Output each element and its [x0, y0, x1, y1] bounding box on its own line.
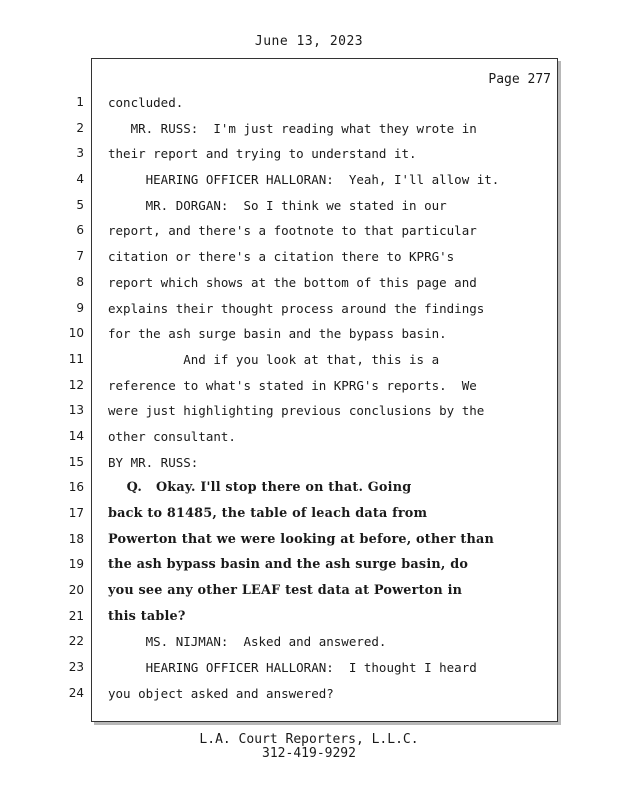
transcript-line: MR. DORGAN: So I think we stated in our: [108, 197, 447, 213]
transcript-line: HEARING OFFICER HALLORAN: Yeah, I'll allow it.: [108, 172, 500, 188]
transcript-line: report which shows at the bottom of this page and: [108, 274, 477, 290]
line-number: 19: [68, 557, 84, 572]
line-number: 14: [68, 428, 84, 443]
transcript-line: explains their thought process around the findings: [108, 300, 485, 316]
transcript-line: you object asked and answered?: [108, 685, 334, 701]
transcript-line: Powerton that we were looking at before, other than: [108, 531, 494, 547]
line-number: 7: [76, 249, 84, 264]
line-number: 11: [68, 351, 84, 366]
line-number: 18: [68, 531, 84, 546]
line-number: 10: [68, 326, 84, 341]
transcript-line: for the ash surge basin and the bypass basin.: [108, 326, 447, 342]
page-number: Page 277: [488, 72, 551, 87]
line-number: 20: [68, 583, 84, 598]
transcript-line: MS. NIJMAN: Asked and answered.: [108, 634, 387, 650]
transcript-line: And if you look at that, this is a: [108, 351, 440, 367]
line-number: 4: [76, 172, 84, 187]
transcript-line: other consultant.: [108, 428, 236, 444]
line-number: 16: [68, 480, 84, 495]
line-number: 5: [76, 197, 84, 212]
line-number: 17: [68, 506, 84, 520]
transcript-line: concluded.: [108, 95, 184, 110]
line-number: 15: [68, 454, 84, 469]
transcript-line: reference to what's stated in KPRG's reports. We: [108, 377, 477, 393]
transcript-line: were just highlighting previous conclusions by the: [108, 403, 485, 419]
line-number: 2: [76, 120, 84, 135]
transcript-line: Q. Okay. I'll stop there on that. Going: [108, 480, 412, 496]
line-number: 22: [68, 634, 84, 649]
transcript-line: citation or there's a citation there to KPRG's: [108, 249, 455, 265]
transcript-line: HEARING OFFICER HALLORAN: I thought I heard: [108, 660, 477, 676]
transcript-line: MR. RUSS: I'm just reading what they wrote in: [108, 120, 477, 136]
line-number: 23: [68, 660, 84, 675]
transcript-line: report, and there's a footnote to that particular: [108, 223, 477, 239]
transcript-line: you see any other LEAF test data at Powerton in: [108, 583, 463, 599]
transcript-line: the ash bypass basin and the ash surge basin, do: [108, 557, 469, 573]
line-number-column: [40, 90, 84, 707]
line-number: 3: [76, 146, 84, 161]
line-number: 9: [76, 300, 84, 315]
line-number: 1: [76, 95, 84, 109]
transcript-line: their report and trying to understand it.: [108, 146, 417, 162]
transcript-line: BY MR. RUSS:: [108, 454, 199, 470]
transcript-line: back to 81485, the table of leach data from: [108, 506, 428, 521]
line-number: 6: [76, 223, 84, 238]
line-number: 13: [68, 403, 84, 418]
transcript-body: [108, 90, 554, 707]
line-number: 21: [68, 608, 84, 623]
transcript-line: this table?: [108, 608, 186, 624]
page-footer: [0, 733, 618, 761]
court-reporter-company: L.A. Court Reporters, L.L.C.: [199, 732, 419, 747]
line-number: 8: [76, 274, 84, 289]
line-number: 12: [68, 377, 84, 392]
transcript-date: June 13, 2023: [254, 34, 364, 49]
line-number: 24: [68, 685, 84, 700]
court-reporter-phone: 312-419-9292: [262, 746, 356, 761]
